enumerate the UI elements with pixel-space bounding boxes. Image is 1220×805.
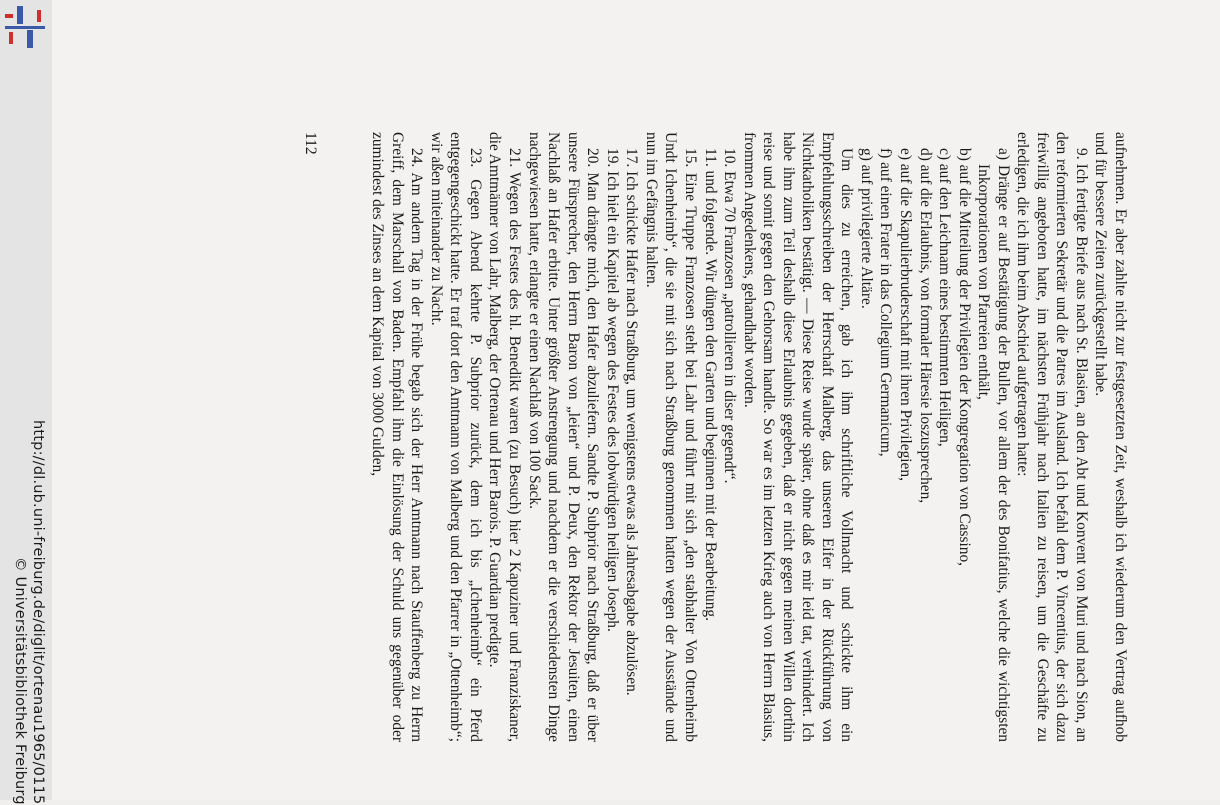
paragraph-list (368, 132, 1130, 742)
library-sidebar (0, 0, 52, 805)
paragraph: c) auf den Leichnam eines bestimmten Heiligen, (936, 148, 954, 447)
paragraph: e) auf die Skapulierbruderschaft mit ihren Privilegien, (896, 148, 914, 481)
paragraph: d) auf die Erlaubnis, von formaler Häresie loszusprechen, (916, 148, 934, 504)
ub-freiburg-logo (3, 4, 47, 50)
paragraph: 17. Ich schickte Hafer nach Straßburg, um wenigstens etwas als Jahresabgabe abzulösen. (623, 148, 641, 696)
paragraph: a) Dränge er auf Bestätigung der Bullen, vor allem der des Bonifatius, welche die wichtigsten Inkorporationen von Pfarreien enthält, (975, 148, 1012, 742)
paragraph: 15. Eine Truppe Franzosen steht bei Lahr und führt mit sich „den stabhalter Von Ottenheimb Undt Ichenheimb“, die sie mit sich nach Straßburg genommen hatten wegen der Ausstände und nun im Gefängnis halten. (642, 132, 699, 742)
paragraph: 9. Ich fertigte Briefe aus nach St. Blasien, an den Abt und Konvent von Muri und nach Sion, an den reformierten Sekretär und die Patres im Ausland. Ich befahl dem P. Vincentius, der sich dazu freiwillig angeboten hatte, im nächsten Frühjahr nach Italien zu reisen, um die Geschäfte zu erledigen, die ich ihm beim Abschied aufgetragen hatte: (1014, 132, 1090, 742)
paragraph: 23. Gegen Abend kehrte P. Subprior zurück, dem ich bis „Ichenheimb“ ein Pferd entgegengeschickt hatte. Er traf dort den Amtmann von Malberg und den Pfarrer in „Ottenheimb“; wir aßen miteinander zu Nacht. (427, 132, 484, 742)
page-text (300, 132, 1130, 742)
paragraph: 11. und folgende. Wir düngen den Garten und beginnen mit der Bearbeitung. (701, 148, 719, 621)
paragraph: 24. Am andern Tag in der Frühe begab sich der Herr Amtmann nach Stauffenberg zu Herrn Greiff, dem Marschall von Baden. Empfahl ihm die Einlösung der Schuld uns gegenüber oder zumindest des Zinses an dem Kapital von 3000 Gulden, (369, 132, 426, 742)
paragraph: 19. Ich hielt ein Kapitel ab wegen des Festes des lobwürdigen heiligen Joseph. (603, 148, 621, 632)
page-number: 112 (301, 132, 319, 155)
paragraph: Um dies zu erreichen, gab ich ihm schriftliche Vollmacht und schickte ihm ein Empfehlungsschreiben der Herrschaft Malberg, das unseren Eifer in der Rückführung von Nichtkatholiken bestätigt. — Diese Reise wurde später, ohne daß es mir leid tat, verhindert. Ich habe ihm zum Teil deshalb diese Erlaubnis gegeben, daß er nicht gegen meinen Willen dorthin reise und somit gegen den Gehorsam handle. So war es im letzten Krieg auch von Herrn Blasius, frommen Angedenkens, gehandhabt worden. (740, 132, 856, 742)
paragraph: 21. Wegen des Festes des hl. Benedikt waren (zu Besuch) hier 2 Kapuziner und Franziskaner, die Amtmänner von Lahr, Malberg, der Ortenau und Herr Barois. P. Guardian predigte. (486, 132, 524, 742)
paragraph: f) auf einen Frater in das Collegium Germanicum, (877, 148, 895, 457)
source-url[interactable]: http://dl.ub.uni-freiburg.de/diglit/ortenau1965/0115 (30, 420, 46, 805)
paragraph: b) auf die Mitteilung der Privilegien der Kongregation von Cassino, (955, 148, 973, 567)
paragraph: 20. Man drängte mich, den Hafer abzuliefern. Sandte P. Subprior nach Straßburg, daß er über unsere Fürsprecher, den Herrn Baron von „leien“ und P. Deux, den Rektor der Jesuiten, einen Nachlaß an Hafer erbitte. Unter größter Anstrengung und nachdem er die verschiedensten Dinge nachgewiesen hatte, erlangte er einen Nachlaß von 100 Sack. (525, 132, 602, 742)
paragraph: 10. Etwa 70 Franzosen „patrollieren in diser gegendt“. (721, 148, 739, 484)
paragraph: g) auf privilegierte Altäre. (857, 148, 875, 309)
paragraph: aufnehmen. Er aber zahlte nicht zur festgesetzten Zeit, weshalb ich wiederum den Vertrag aufhob und für bessere Zeiten zurückgestellt habe. (1092, 132, 1129, 742)
copyright-notice: © Universitätsbibliothek Freiburg (12, 557, 28, 805)
